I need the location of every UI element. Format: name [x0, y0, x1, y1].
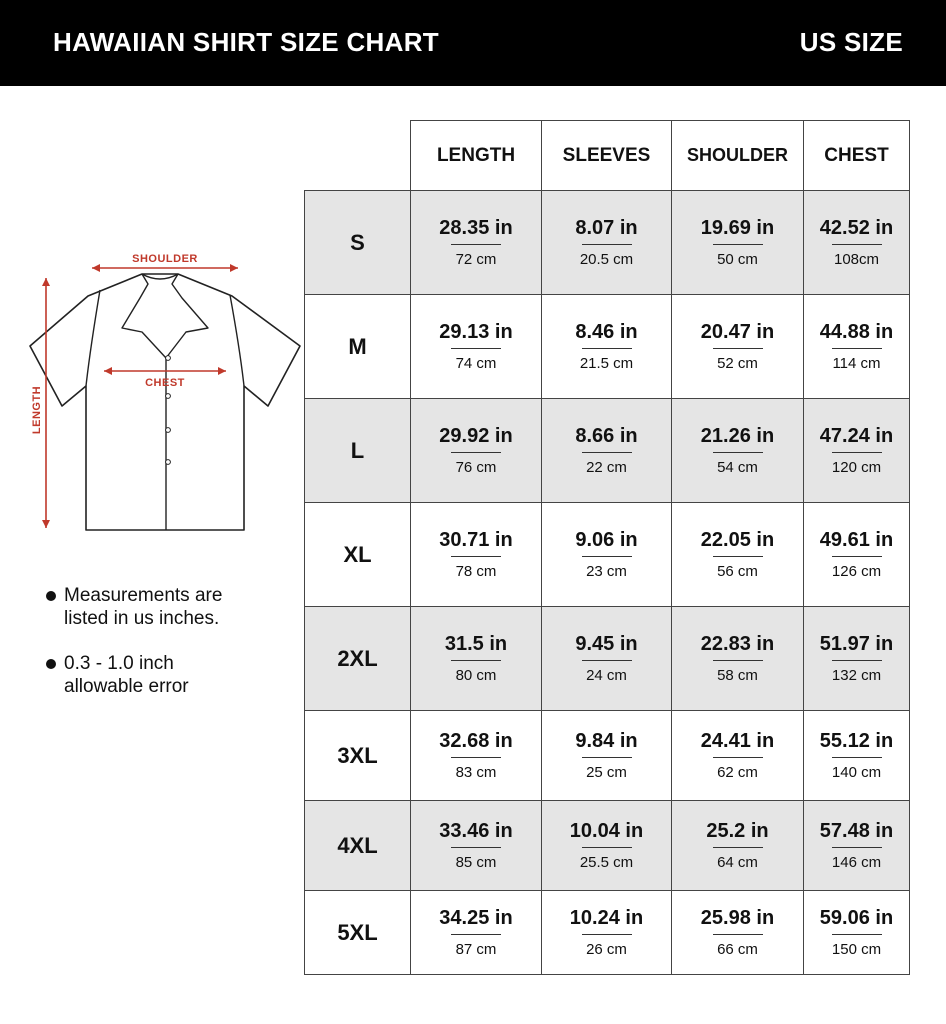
value-inches: 24.41 in [700, 730, 775, 752]
divider [451, 244, 501, 245]
value-centimeters: 114 cm [832, 355, 881, 372]
value-inches: 51.97 in [819, 633, 894, 655]
size-label: 4XL [305, 801, 411, 891]
measurement-cell [804, 891, 910, 975]
note-item [44, 652, 284, 698]
divider [832, 934, 882, 935]
value-centimeters: 26 cm [586, 941, 627, 958]
size-label: 2XL [305, 607, 411, 711]
divider [713, 660, 763, 661]
value-centimeters: 25.5 cm [579, 854, 634, 871]
value-inches: 59.06 in [819, 907, 894, 929]
shirt-measurement-diagram [20, 240, 310, 540]
size-label: 5XL [305, 891, 411, 975]
measurement-cell [411, 711, 542, 801]
divider [832, 348, 882, 349]
value-inches: 34.25 in [439, 907, 513, 929]
measurement-cell [411, 399, 542, 503]
measurement-cell [542, 607, 672, 711]
table-row [305, 801, 910, 891]
table-row [305, 399, 910, 503]
table-row [305, 711, 910, 801]
value-centimeters: 76 cm [455, 459, 497, 476]
measurement-cell [672, 801, 804, 891]
divider [832, 556, 882, 557]
value-inches: 33.46 in [439, 820, 513, 842]
measurement-cell [411, 191, 542, 295]
divider [713, 556, 763, 557]
value-inches: 9.84 in [575, 730, 638, 752]
value-centimeters: 72 cm [455, 251, 497, 268]
divider [713, 348, 763, 349]
measurement-cell [411, 891, 542, 975]
value-inches: 55.12 in [819, 730, 894, 752]
value-centimeters: 83 cm [455, 764, 497, 781]
divider [451, 847, 501, 848]
divider [832, 452, 882, 453]
measurement-cell [672, 607, 804, 711]
divider [713, 244, 763, 245]
column-header-shoulder: SHOULDER [672, 121, 804, 191]
value-centimeters: 150 cm [831, 941, 882, 958]
value-inches: 9.06 in [575, 529, 638, 551]
bullet-icon [46, 591, 56, 601]
table-row [305, 295, 910, 399]
value-centimeters: 56 cm [717, 563, 758, 580]
column-header-sleeves: SLEEVES [542, 121, 672, 191]
value-centimeters: 126 cm [831, 563, 882, 580]
note-item [44, 584, 284, 630]
divider [451, 934, 501, 935]
table-row [305, 191, 910, 295]
note-text: allowable error [64, 676, 189, 697]
divider [713, 847, 763, 848]
divider [582, 452, 632, 453]
measurement-cell [672, 891, 804, 975]
value-centimeters: 25 cm [586, 764, 627, 781]
value-centimeters: 132 cm [831, 667, 882, 684]
measurement-cell [542, 503, 672, 607]
measurement-cell [804, 801, 910, 891]
value-centimeters: 108cm [833, 251, 880, 268]
value-inches: 25.2 in [706, 820, 769, 842]
value-inches: 47.24 in [819, 425, 894, 447]
value-inches: 8.46 in [575, 321, 638, 343]
shoulder-label: SHOULDER [132, 253, 198, 265]
note-text: listed in us inches. [64, 608, 220, 629]
bullet-icon [46, 659, 56, 669]
value-centimeters: 50 cm [717, 251, 758, 268]
size-label: S [305, 191, 411, 295]
size-region-label: US SIZE [799, 27, 903, 57]
measurement-cell [672, 295, 804, 399]
value-centimeters: 78 cm [455, 563, 497, 580]
chest-label: CHEST [145, 377, 185, 389]
length-label: LENGTH [31, 385, 43, 435]
value-centimeters: 87 cm [455, 941, 497, 958]
divider [832, 244, 882, 245]
value-centimeters: 66 cm [717, 941, 758, 958]
measurement-notes [44, 584, 284, 720]
divider [451, 348, 501, 349]
value-inches: 9.45 in [575, 633, 638, 655]
table-row [305, 891, 910, 975]
divider [713, 934, 763, 935]
divider [582, 847, 632, 848]
column-header-length: LENGTH [411, 121, 542, 191]
measurement-cell [542, 711, 672, 801]
measurement-cell [542, 295, 672, 399]
measurement-cell [804, 191, 910, 295]
value-inches: 49.61 in [819, 529, 894, 551]
measurement-cell [672, 399, 804, 503]
value-centimeters: 54 cm [717, 459, 758, 476]
value-inches: 30.71 in [439, 529, 513, 551]
measurement-cell [804, 607, 910, 711]
value-inches: 22.05 in [700, 529, 775, 551]
value-inches: 8.66 in [575, 425, 638, 447]
value-centimeters: 80 cm [455, 667, 497, 684]
value-centimeters: 22 cm [586, 459, 627, 476]
measurement-cell [672, 503, 804, 607]
measurement-cell [542, 191, 672, 295]
value-inches: 29.13 in [439, 321, 513, 343]
page-title: HAWAIIAN SHIRT SIZE CHART [53, 27, 439, 57]
divider [582, 660, 632, 661]
value-centimeters: 74 cm [455, 355, 497, 372]
table-row [305, 503, 910, 607]
size-label: L [305, 399, 411, 503]
value-inches: 29.92 in [439, 425, 513, 447]
divider [451, 556, 501, 557]
value-inches: 21.26 in [700, 425, 775, 447]
divider [582, 556, 632, 557]
note-text: Measurements are [64, 585, 223, 606]
divider [582, 934, 632, 935]
value-inches: 8.07 in [575, 217, 638, 239]
divider [451, 660, 501, 661]
measurement-cell [411, 295, 542, 399]
measurement-cell [672, 711, 804, 801]
divider [582, 348, 632, 349]
value-centimeters: 62 cm [717, 764, 758, 781]
value-centimeters: 120 cm [831, 459, 882, 476]
divider [832, 847, 882, 848]
measurement-cell [411, 801, 542, 891]
table-corner [305, 121, 411, 191]
divider [451, 452, 501, 453]
size-label: 3XL [305, 711, 411, 801]
value-inches: 25.98 in [700, 907, 775, 929]
value-inches: 28.35 in [439, 217, 513, 239]
header-bar [0, 0, 946, 86]
measurement-cell [804, 399, 910, 503]
value-inches: 57.48 in [819, 820, 894, 842]
value-centimeters: 85 cm [455, 854, 497, 871]
value-inches: 44.88 in [819, 321, 894, 343]
measurement-cell [804, 295, 910, 399]
value-centimeters: 24 cm [586, 667, 627, 684]
measurement-cell [411, 607, 542, 711]
value-inches: 10.24 in [569, 907, 644, 929]
measurement-cell [411, 503, 542, 607]
size-label: XL [305, 503, 411, 607]
size-chart-table [304, 120, 910, 975]
measurement-cell [542, 891, 672, 975]
value-inches: 42.52 in [819, 217, 894, 239]
value-centimeters: 140 cm [831, 764, 882, 781]
size-label: M [305, 295, 411, 399]
measurement-cell [542, 399, 672, 503]
value-centimeters: 58 cm [717, 667, 758, 684]
table-row [305, 607, 910, 711]
value-centimeters: 20.5 cm [579, 251, 634, 268]
column-header-chest: CHEST [804, 121, 910, 191]
value-inches: 32.68 in [439, 730, 513, 752]
divider [832, 757, 882, 758]
note-text: 0.3 - 1.0 inch [64, 653, 174, 674]
value-inches: 20.47 in [700, 321, 775, 343]
divider [713, 452, 763, 453]
divider [832, 660, 882, 661]
value-centimeters: 52 cm [717, 355, 758, 372]
value-centimeters: 21.5 cm [579, 355, 634, 372]
divider [582, 757, 632, 758]
measurement-cell [542, 801, 672, 891]
value-centimeters: 23 cm [586, 563, 627, 580]
value-inches: 19.69 in [700, 217, 775, 239]
value-inches: 10.04 in [569, 820, 644, 842]
value-centimeters: 146 cm [831, 854, 882, 871]
value-centimeters: 64 cm [717, 854, 758, 871]
divider [582, 244, 632, 245]
divider [713, 757, 763, 758]
value-inches: 22.83 in [700, 633, 775, 655]
measurement-cell [804, 711, 910, 801]
divider [451, 757, 501, 758]
shirt-icon [20, 240, 310, 540]
measurement-cell [804, 503, 910, 607]
table-header-row [305, 121, 910, 191]
value-inches: 31.5 in [444, 633, 508, 655]
measurement-cell [672, 191, 804, 295]
